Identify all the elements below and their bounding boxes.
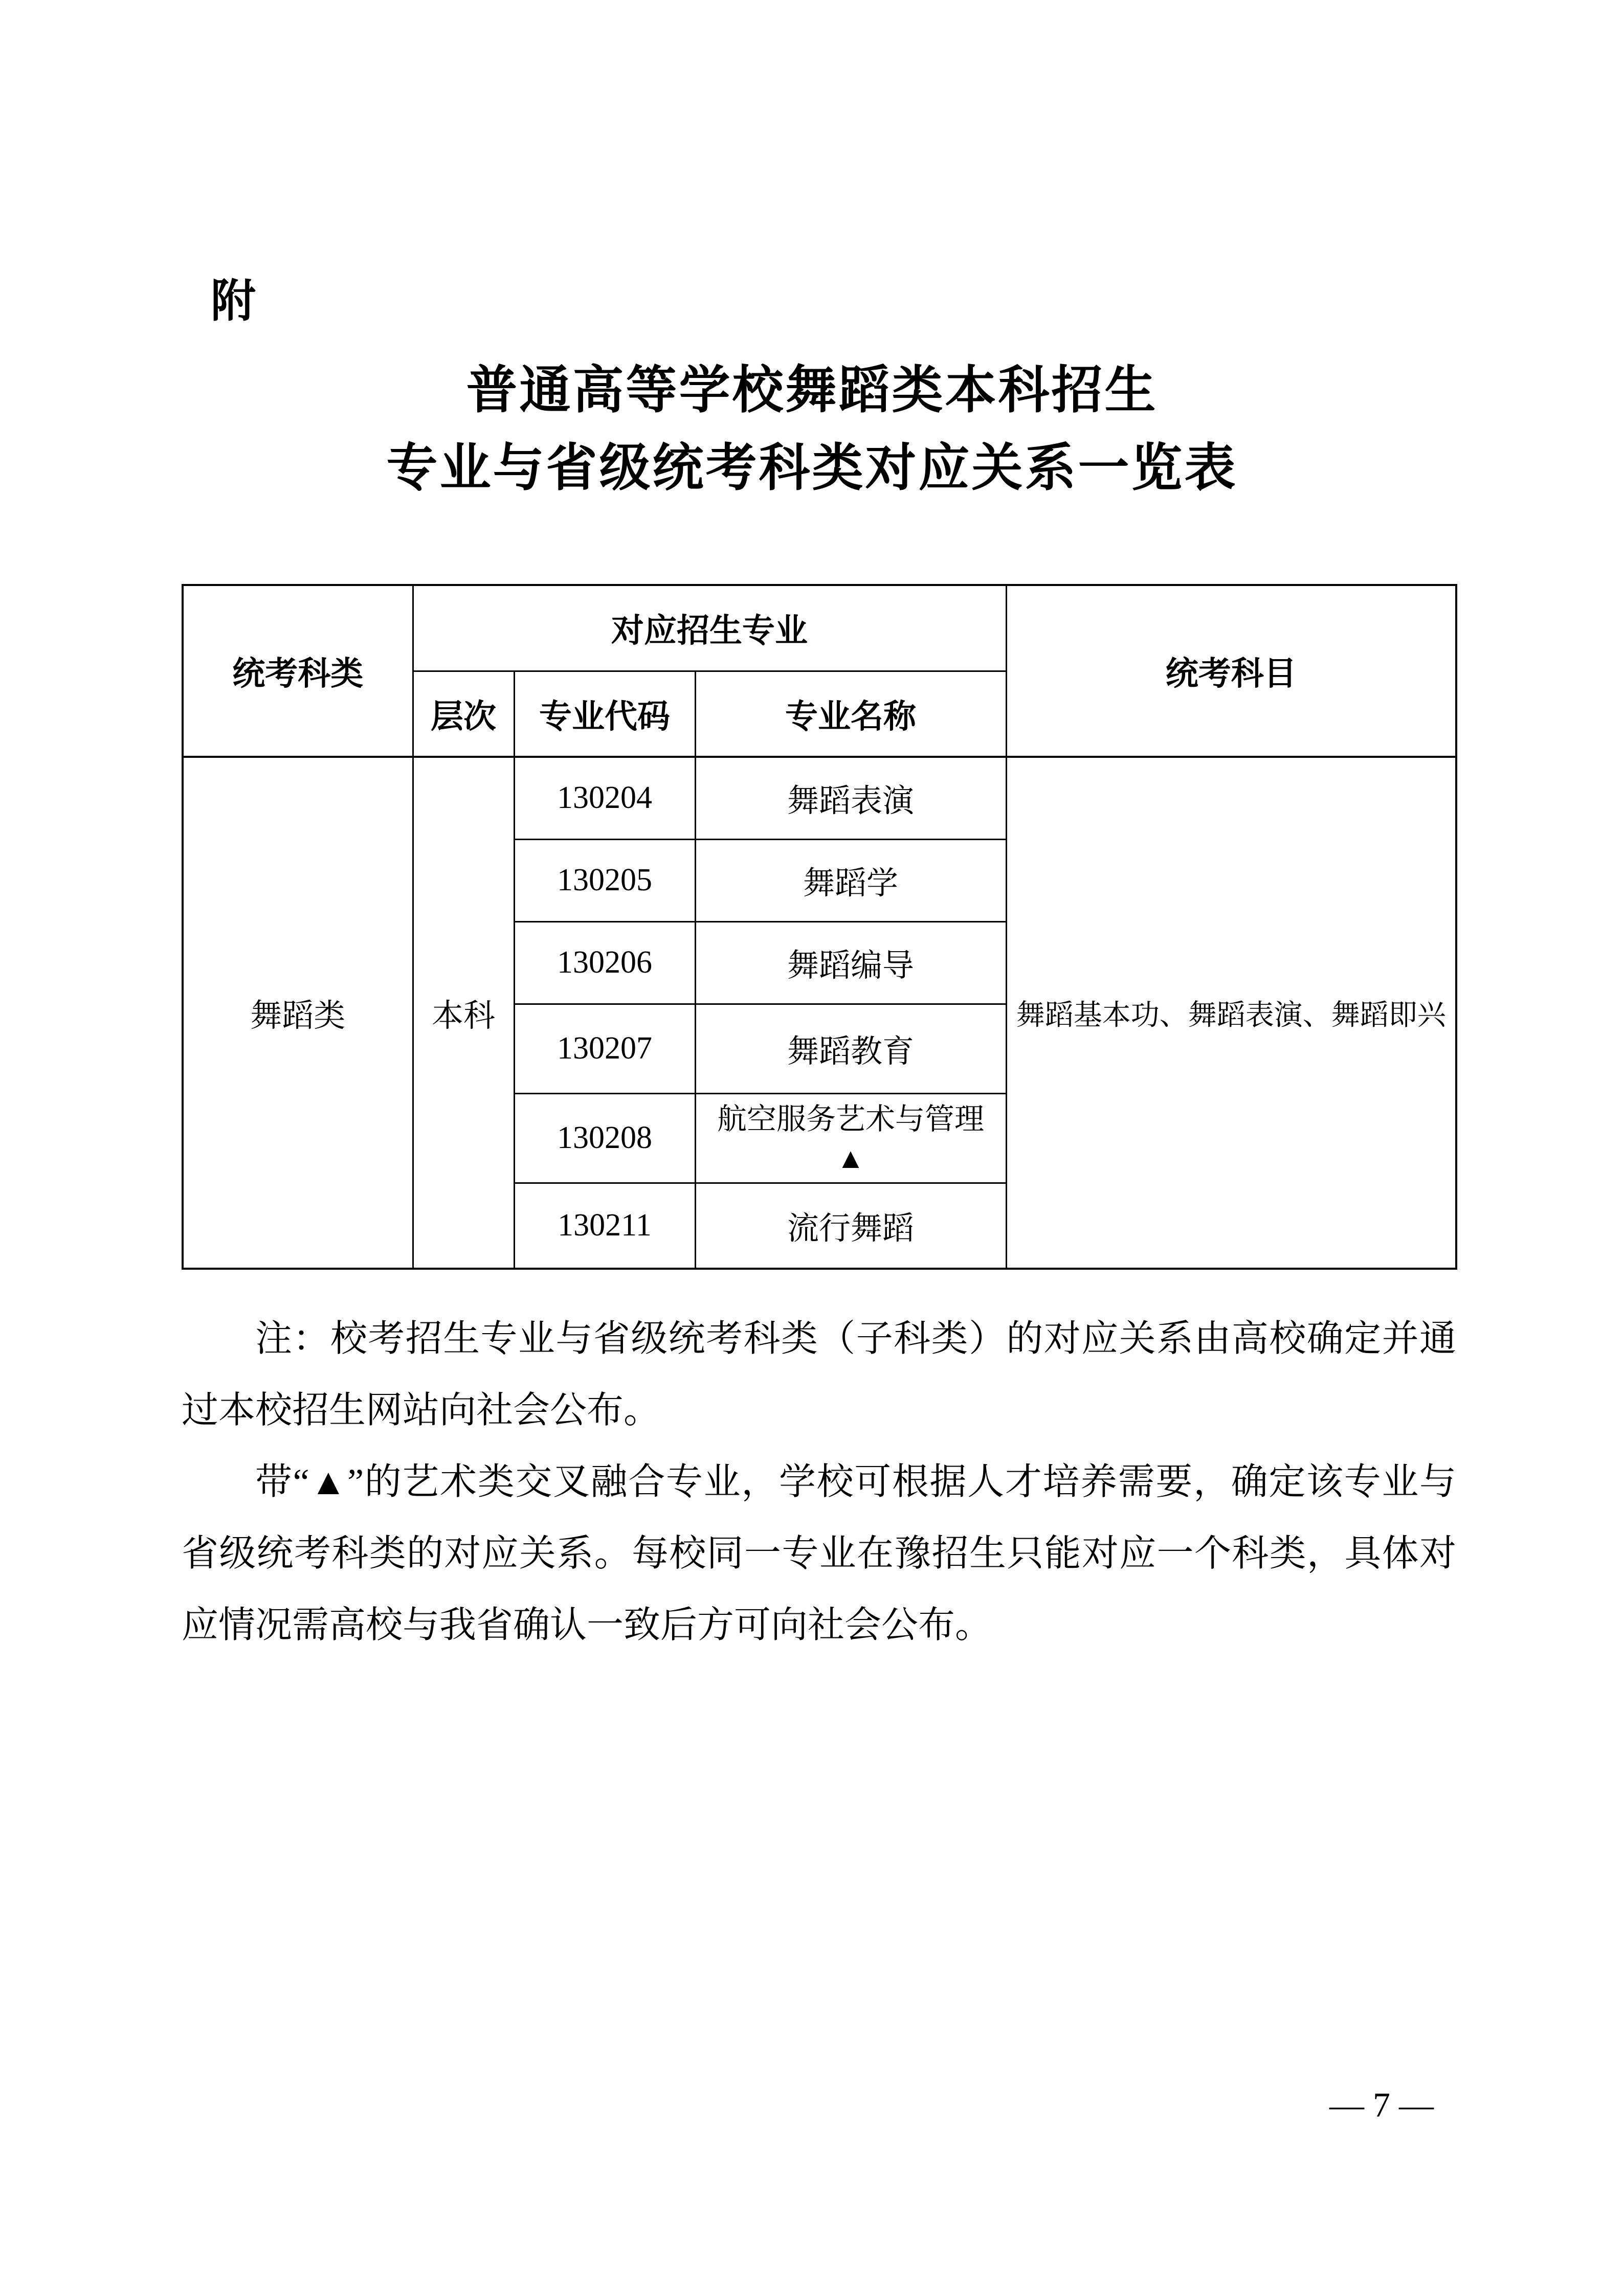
header-major-code: 专业代码 [514,671,695,757]
header-exam-category: 统考科类 [183,585,413,757]
header-major-name: 专业名称 [695,671,1006,757]
cell-major-name: 流行舞蹈 [695,1183,1006,1269]
header-level: 层次 [413,671,514,757]
correspondence-table [182,584,1457,1270]
document-title [0,352,1624,507]
major-name-text: 航空服务艺术与管理 [717,1102,984,1136]
cell-major-name: 舞蹈学 [695,839,1006,921]
cell-exam-subjects: 舞蹈基本功、舞蹈表演、舞蹈即兴 [1006,757,1456,1269]
notes-block [182,1303,1456,1661]
cell-major-name: 舞蹈表演 [695,757,1006,839]
cell-major-code: 130208 [514,1093,695,1183]
cell-major-name: 舞蹈教育 [695,1004,1006,1093]
note-paragraph-1: 注：校考招生专业与省级统考科类（子科类）的对应关系由高校确定并通过本校招生网站向社会公布。 [182,1318,1456,1431]
note-paragraph-2: 带“▲”的艺术类交叉融合专业，学校可根据人才培养需要，确定该专业与省级统考科类的对应关系。每校同一专业在豫招生只能对应一个科类，具体对应情况需高校与我省确认一致后方可向社会公布。 [182,1461,1456,1646]
cell-major-code: 130206 [514,921,695,1004]
cell-major-code: 130204 [514,757,695,839]
header-admission-majors: 对应招生专业 [413,585,1006,671]
cell-level: 本科 [413,757,514,1269]
cell-major-name: 舞蹈编导 [695,921,1006,1004]
title-line-2: 专业与省级统考科类对应关系一览表 [386,440,1238,497]
cell-major-code: 130207 [514,1004,695,1093]
title-line-1: 普通高等学校舞蹈类本科招生 [466,362,1158,419]
cell-major-name [695,1093,1006,1183]
triangle-marker-icon: ▲ [836,1142,865,1175]
table-row [183,757,1456,839]
page-number: — 7 — [1329,2085,1434,2124]
table-header-row-1 [183,585,1456,671]
cell-major-code: 130205 [514,839,695,921]
cell-exam-category: 舞蹈类 [183,757,413,1269]
header-exam-subjects: 统考科目 [1006,585,1456,757]
attachment-label: 附 [211,276,256,326]
cell-major-code: 130211 [514,1183,695,1269]
